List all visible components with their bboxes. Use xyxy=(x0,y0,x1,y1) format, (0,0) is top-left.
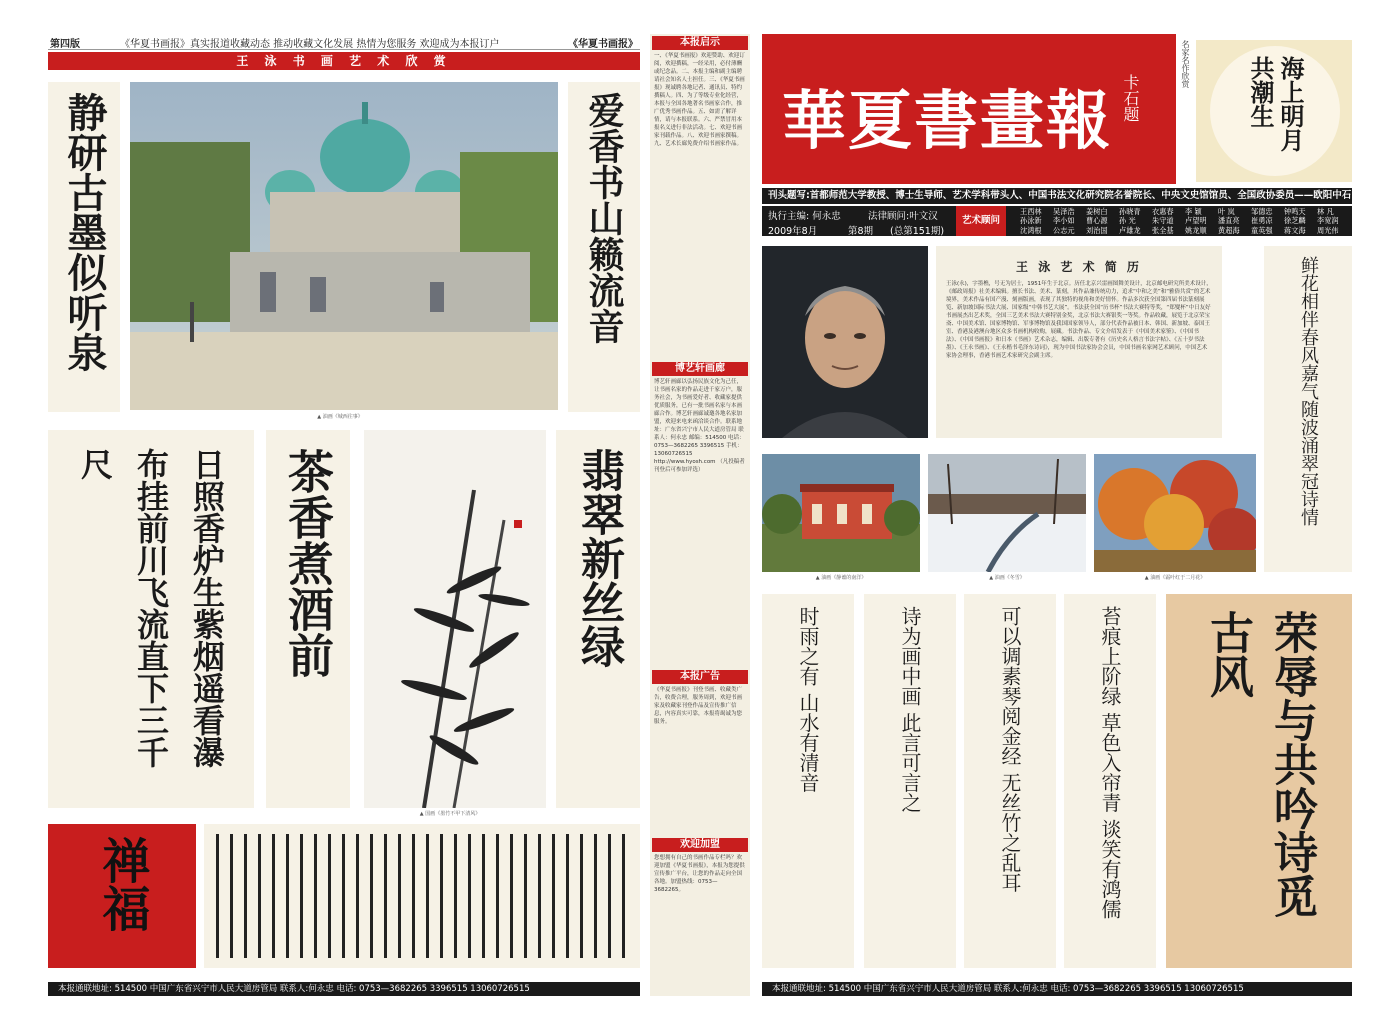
advisor-name: 吴泽浩 xyxy=(1053,207,1075,216)
round-calligraphy-card xyxy=(1196,40,1352,182)
header-slogan: 《华夏书画报》真实报道收藏动态 推动收藏文化发展 热情为您服务 欢迎成为本报订户 xyxy=(120,39,500,50)
oil-painting-image xyxy=(130,82,558,410)
right-vertical-calligraphy xyxy=(1264,246,1352,572)
calli-text-4: 茶香煮酒前 xyxy=(281,448,335,678)
side-column-label: 名家名作欣赏 xyxy=(1181,40,1190,88)
calli-text-6: 禅福 xyxy=(94,836,150,932)
scroll-4 xyxy=(1064,594,1156,968)
advisor-name: 张全基 xyxy=(1152,225,1174,235)
masthead-banner xyxy=(762,34,1176,184)
advisor-name: 孙 光 xyxy=(1119,216,1136,226)
advisor-name: 卢雄龙 xyxy=(1119,225,1141,235)
oil-painting-south-sea-image xyxy=(762,454,920,572)
join-text: 您想拥有自己的书画作品专栏吗？欢迎加盟《华夏书画报》，本报为您提供宣传推广平台，让您的作品走向全国各地。加盟热线：0753—3682265。 xyxy=(654,855,745,893)
advisor-name: 崔勇凉 xyxy=(1251,216,1273,226)
red-calligraphy-card xyxy=(48,824,196,968)
advisor-name: 黄超海 xyxy=(1218,225,1240,235)
issue-number: 第8期 xyxy=(848,226,874,237)
bio-title: 王 泳 艺 术 简 历 xyxy=(1016,260,1142,274)
advisor-name: 邹德忠 xyxy=(1251,207,1273,216)
advisor-name: 刘治国 xyxy=(1086,225,1108,235)
advisor-label: 艺术顾问 xyxy=(961,215,1000,226)
advisor-name: 曹心源 xyxy=(1086,216,1108,226)
round-calli-text: 海上明月共潮生 xyxy=(1246,56,1305,152)
right-footer-bar xyxy=(762,982,1352,996)
autumn-leaves-caption: ▲ 油画《霜叶红于二月花》 xyxy=(1144,575,1206,581)
inscription-line: 刊头题写:首都师范大学教授、博士生导师、艺术学科带头人、中国书法文化研究院名誉院长、中央文史馆馆员、全国政协委员——欧阳中石 xyxy=(768,190,1352,201)
right-footer-text: 本报通联地址: 514500 中国广东省兴宁市人民大道房管局 联系人:何永忠 电话: 0753—3682265 3396515 13060726515 xyxy=(772,984,1244,994)
south-sea-caption: ▲ 油画《静谧的南洋》 xyxy=(815,575,867,581)
oil-painting-autumn-leaves xyxy=(1094,454,1256,572)
advisor-name: 徐芝麟 xyxy=(1284,216,1306,226)
advisor-name: 朱守道 xyxy=(1152,216,1174,226)
advisor-name: 衣惠春 xyxy=(1152,207,1174,216)
scroll-text-1: 时雨之有 山水有清音 xyxy=(796,606,820,793)
advisor-name: 李 颖 xyxy=(1185,207,1202,216)
advisor-name: 李宽润 xyxy=(1317,216,1339,226)
portrait-image xyxy=(762,246,928,438)
calli-text-3: 日照香炉生紫烟遥看瀑布挂前川飞流直下三千尺 xyxy=(76,448,226,768)
advisor-name: 叶 岚 xyxy=(1218,207,1235,216)
advisor-label-box xyxy=(956,206,1006,236)
scroll-3 xyxy=(964,594,1056,968)
big-calligraphy-card xyxy=(1166,594,1352,968)
section-title-bar xyxy=(48,52,640,70)
small-script-panel xyxy=(204,824,640,968)
calligraphy-scroll-1 xyxy=(48,82,120,412)
section-title: 王 泳 书 画 艺 术 欣 赏 xyxy=(236,54,452,68)
inscription-bar xyxy=(762,188,1352,204)
oil-painting-autumn-leaves-image xyxy=(1094,454,1256,572)
left-footer-text: 本报通联地址: 514500 中国广东省兴宁市人民大道房管局 联系人:何永忠 电话: 0753—3682265 3396515 13060726515 xyxy=(58,984,530,994)
advisor-name: 钟鸣天 xyxy=(1284,207,1306,216)
join-title: 欢迎加盟 xyxy=(652,838,748,852)
masthead-title: 華夏書畫報 xyxy=(782,84,1112,159)
paper-name: 《华夏书画报》 xyxy=(568,39,638,50)
bio-text: 王泳(永)，字墨樵，号无为居士，1951年生于北京。历任北京兴雷画图舞美设计，北京邮电研究所美术设计，《邮政周报》社美术编辑。擅长书法、美术、篆刻，其作品兼传统功力，追求“中和之美”和“雅俗共赏”的艺术境界，美术作品有国产漫、刻画版画，表现了其独特的视角和美好情怀。作品多次获全国第四届书法篆刻展览、新加坡国际书法大展、国家级“中韩书艺大展”。书法获全国“历书杯”书法大赛特等奖，“郑燮杯”中日友好书画展杰出艺术奖，全国三艺美术书法大赛特别金奖，北京书法大赛银奖一等奖。作品收藏，展览于北京荣宝斋、中国美术馆、国家博物馆、军事博物馆及我国国家领导人，部分代表作品被日本、韩国、新加坡、泰国王室、香港及港澳台地区众多书画机构收购，展藏。书法作品、专文介绍发表于《中国美术家鉴》、《中国书法》、《中国书画报》和日本《书画》艺术杂志，编辑、出版专著有《历史名人格言书法字帖》、《五十岁书法墨》、《王永书画》、《王永楷书毛泽东诗词》，现为中国书法家协会会员，中国书画名家网艺术顾问，中国艺术家协会理事，香港书画艺术家研究会副主席。 xyxy=(946,281,1212,359)
left-page-header xyxy=(48,32,640,50)
bamboo-painting xyxy=(364,430,546,808)
calli-text-5: 翡翠新丝绿 xyxy=(573,448,624,668)
advisor-name: 王西林 xyxy=(1020,207,1042,216)
advisor-list xyxy=(1020,207,1350,235)
right-vertical-calli-text: 鲜花相伴春风嘉气随波涌翠冠诗情 xyxy=(1298,256,1319,526)
ad-text: 《华夏书画报》刊登书画、收藏类广告，收费合理，服务周到，欢迎书画家及收藏家刊登作品及宣传推广信息，内容真实可靠，本报将竭诚为您服务。 xyxy=(654,687,743,725)
calli-text-2: 爱香书山籁流音 xyxy=(583,92,625,344)
page-number: 第四版 xyxy=(50,39,80,50)
scroll-text-3: 可以调素琴阅金经 无丝竹之乱耳 xyxy=(998,606,1022,893)
advisor-name: 孙晓青 xyxy=(1119,207,1141,216)
round-calligraphy-disc xyxy=(1210,46,1340,176)
oil-painting-south-sea xyxy=(762,454,920,572)
calli-text-1: 静研古墨似听泉 xyxy=(61,92,108,372)
gallery-text: 博艺轩画廊以弘扬民族文化为己任，让书画名家的作品走进千家万户，服务社会，为书画爱好者、收藏家提供优质服务，已有一批书画名家与本画廊合作。博艺轩画廊诚邀各地名家加盟，欢迎来电来函洽谈合作。联系地址：广东省兴宁市人民大道房管局 联系人：何永忠 邮编：514500 电话：0753—3682265 3396515 手机：13060726515 http://www.hyosh.com （凡投稿者刊登后可参加评选） xyxy=(654,379,745,473)
advisor-name: 沈鸿根 xyxy=(1020,225,1042,235)
big-calli-text: 荣辱与共吟诗觅古风 xyxy=(1202,610,1317,918)
scroll-2 xyxy=(864,594,956,968)
advisor-name: 潘直亮 xyxy=(1218,216,1240,226)
executive-editor: 执行主编: 何永忠 xyxy=(768,211,841,222)
advisor-name: 童英强 xyxy=(1251,225,1273,235)
scroll-text-4: 苔痕上阶绿 草色入帘青 谈笑有鸿儒 xyxy=(1098,606,1122,919)
advisor-name: 李小如 xyxy=(1053,216,1075,226)
ad-title: 本报广告 xyxy=(652,670,748,684)
advisor-name: 蒋文海 xyxy=(1284,225,1306,235)
total-issue: (总第151期) xyxy=(890,226,945,237)
advisor-name: 姚龙顺 xyxy=(1185,225,1207,235)
calligraphy-scroll-2 xyxy=(568,82,640,412)
bamboo-painting-image xyxy=(364,430,546,808)
issue-date: 2009年8月 xyxy=(768,226,818,237)
calligraphy-scroll-5 xyxy=(556,430,640,808)
calligraphy-scroll-4 xyxy=(266,430,350,808)
notice-title: 本报启示 xyxy=(652,36,748,50)
advisor-name: 卢望明 xyxy=(1185,216,1207,226)
advisor-name: 姜树白 xyxy=(1086,207,1108,216)
gallery-title: 博艺轩画廊 xyxy=(652,362,748,376)
advisor-name: 周光伟 xyxy=(1317,225,1339,235)
issue-info-block xyxy=(762,206,1352,236)
oil-painting-city-west xyxy=(130,82,558,410)
legal-advisor: 法律顾问:叶文汉 xyxy=(868,211,938,222)
scroll-text-2: 诗为画中画 此言可言之 xyxy=(898,606,922,813)
bamboo-caption: ▲ 国画《墨竹不甲下清风》 xyxy=(419,811,481,817)
left-footer-bar xyxy=(48,982,640,996)
calligraphy-scroll-3 xyxy=(48,430,254,808)
small-script-texture xyxy=(204,824,640,968)
oil-painting-winter-snow-image xyxy=(928,454,1086,572)
artist-portrait xyxy=(762,246,928,438)
advisor-name: 林 凡 xyxy=(1317,207,1334,216)
advisor-name: 公志元 xyxy=(1053,225,1075,235)
winter-snow-caption: ▲ 油画《冬雪》 xyxy=(989,575,1025,581)
scroll-1 xyxy=(762,594,854,968)
oil-painting-winter-snow xyxy=(928,454,1086,572)
oil-painting-caption: ▲ 油画《城西往事》 xyxy=(317,414,363,420)
masthead-signature: 卡石题 xyxy=(1121,74,1140,122)
bio-panel xyxy=(936,246,1222,438)
notice-text: 一、《华夏书画报》欢迎赞助、欢迎订阅，欢迎撰稿，一经采用，必付薄酬或纪念品。二、本报主编和副主编聘请社会知名人士担任。三、《华夏书画报》现诚聘各地记者、通讯员、特约撰稿人。四、为了等级专业化经营，本报与全国各地著名书画家合作，推广优秀书画作品。五、如需了解详情，请与本报联系。六、严禁冒用本报名义进行非法活动。七、欢迎书画家刊载作品。八、欢迎书画家撰稿。九、艺术长廊免费介绍书画家作品。 xyxy=(654,53,745,147)
advisor-name: 孙泳新 xyxy=(1020,216,1042,226)
